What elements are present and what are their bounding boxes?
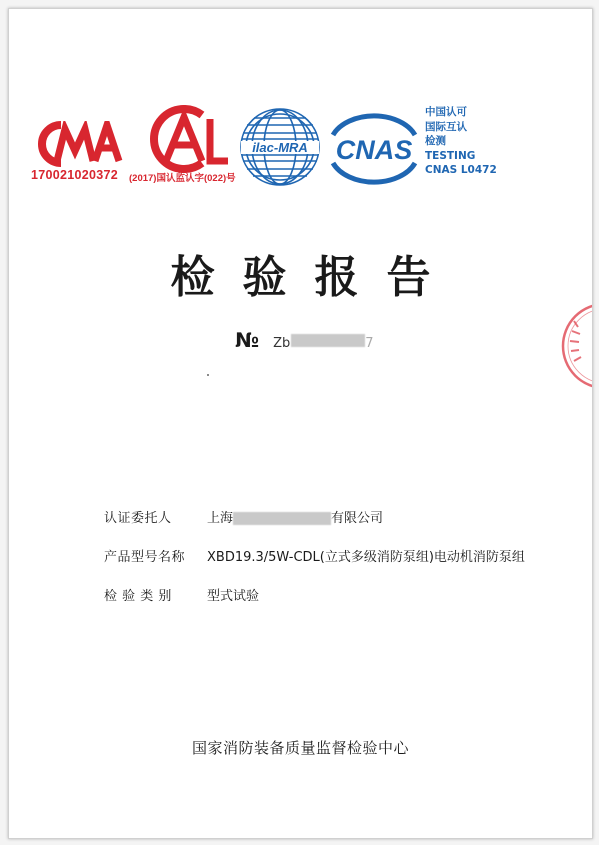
red-seal-stamp <box>560 301 593 391</box>
cnas-line: 检测 <box>425 135 446 147</box>
field-row-client <box>104 497 525 536</box>
cnas-logo <box>325 113 423 185</box>
cnas-line: 中国认可 <box>425 106 467 118</box>
ilac-mra-logo <box>237 107 323 189</box>
field-label: 认证委托人 <box>104 511 172 526</box>
number-sign: № <box>235 328 260 352</box>
field-row-category <box>104 575 525 614</box>
redacted-block <box>233 512 331 525</box>
client-prefix: 上海 <box>207 511 234 526</box>
cnas-side-text <box>425 105 497 178</box>
cnas-line: TESTING <box>425 149 476 162</box>
report-number <box>235 328 374 352</box>
report-title: 检验报告 <box>170 252 459 303</box>
cal-logo <box>140 105 232 173</box>
accreditation-logos <box>9 9 592 199</box>
report-number-prefix: Zb <box>273 336 291 351</box>
scan-dot <box>207 374 209 376</box>
client-suffix: 有限公司 <box>331 511 384 526</box>
field-value: XBD19.3/5W-CDL(立式多级消防泵组)电动机消防泵组 <box>207 550 525 565</box>
report-fields <box>104 497 525 614</box>
cnas-line: 国际互认 <box>425 120 467 133</box>
field-label: 产品型号名称 <box>104 550 186 565</box>
cnas-logo-text: CNAS <box>335 135 413 165</box>
cal-number: (2017)国认监认字(022)号 <box>129 173 236 184</box>
report-cover-page <box>8 8 593 839</box>
field-row-product <box>104 536 525 575</box>
cnas-line: CNAS L0472 <box>425 164 497 176</box>
cma-number: 170021020372 <box>31 168 119 182</box>
field-label: 检 验 类 别 <box>104 589 172 604</box>
field-value <box>207 507 383 526</box>
cma-logo <box>31 121 127 167</box>
ilac-logo-text: ilac-MRA <box>252 140 308 155</box>
issuing-organization: 国家消防装备质量监督检验中心 <box>191 739 409 757</box>
redacted-block <box>291 334 365 347</box>
report-number-suffix: 7 <box>365 336 374 351</box>
field-value: 型式试验 <box>207 589 260 604</box>
